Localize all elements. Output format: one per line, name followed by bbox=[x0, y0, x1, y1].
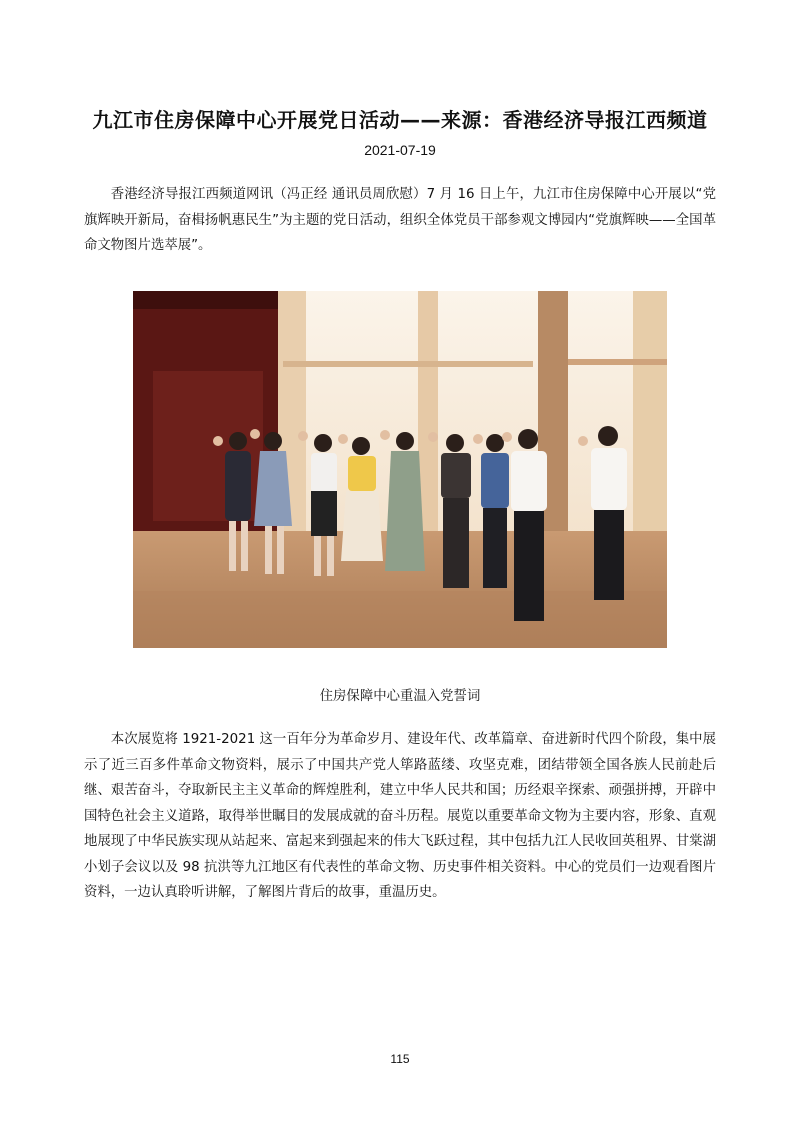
photo-caption: 住房保障中心重温入党誓词 bbox=[319, 689, 481, 704]
paragraph-intro: 香港经济导报江西频道网讯（冯正经 通讯员周欣慰）7 月 16 日上午，九江市住房保障中心开展以“党旗辉映开新局，奋楫扬帆惠民生”为主题的党日活动，组织全体党员干部参观文博园内“党旗辉映——全国革命文物图片选萃展”。 bbox=[84, 187, 716, 253]
article-date: 2021-07-19 bbox=[364, 142, 436, 158]
paragraph-exhibition: 本次展览将 1921-2021 这一百年分为革命岁月、建设年代、改革篇章、奋进新时代四个阶段，集中展示了近三百多件革命文物资料，展示了中国共产党人筚路蓝缕、攻坚克难，团结带领全国各族人民前赴后继、艰苦奋斗，夺取新民主主义革命的辉煌胜利，建立中华人民共和国；历经艰辛探索、顽强拼搏，开辟中国特色社会主义道路，取得举世瞩目的发展成就的奋斗历程。展览以重要革命文物为主要内容，形象、直观地展现了中华民族实现从站起来、富起来到强起来的伟大飞跃过程，其中包括九江人民收回英租界、甘棠湖小划子会议以及 98 抗洪等九江地区有代表性的革命文物、历史事件相关资料。中心的党员们一边观看图片资料，一边认真聆听讲解，了解图片背后的故事，重温历史。 bbox=[84, 732, 716, 900]
article-title: 九江市住房保障中心开展党日活动——来源：香港经济导报江西频道 bbox=[92, 108, 708, 132]
page-number: 115 bbox=[390, 1052, 410, 1066]
group-oath-photo bbox=[133, 291, 667, 648]
